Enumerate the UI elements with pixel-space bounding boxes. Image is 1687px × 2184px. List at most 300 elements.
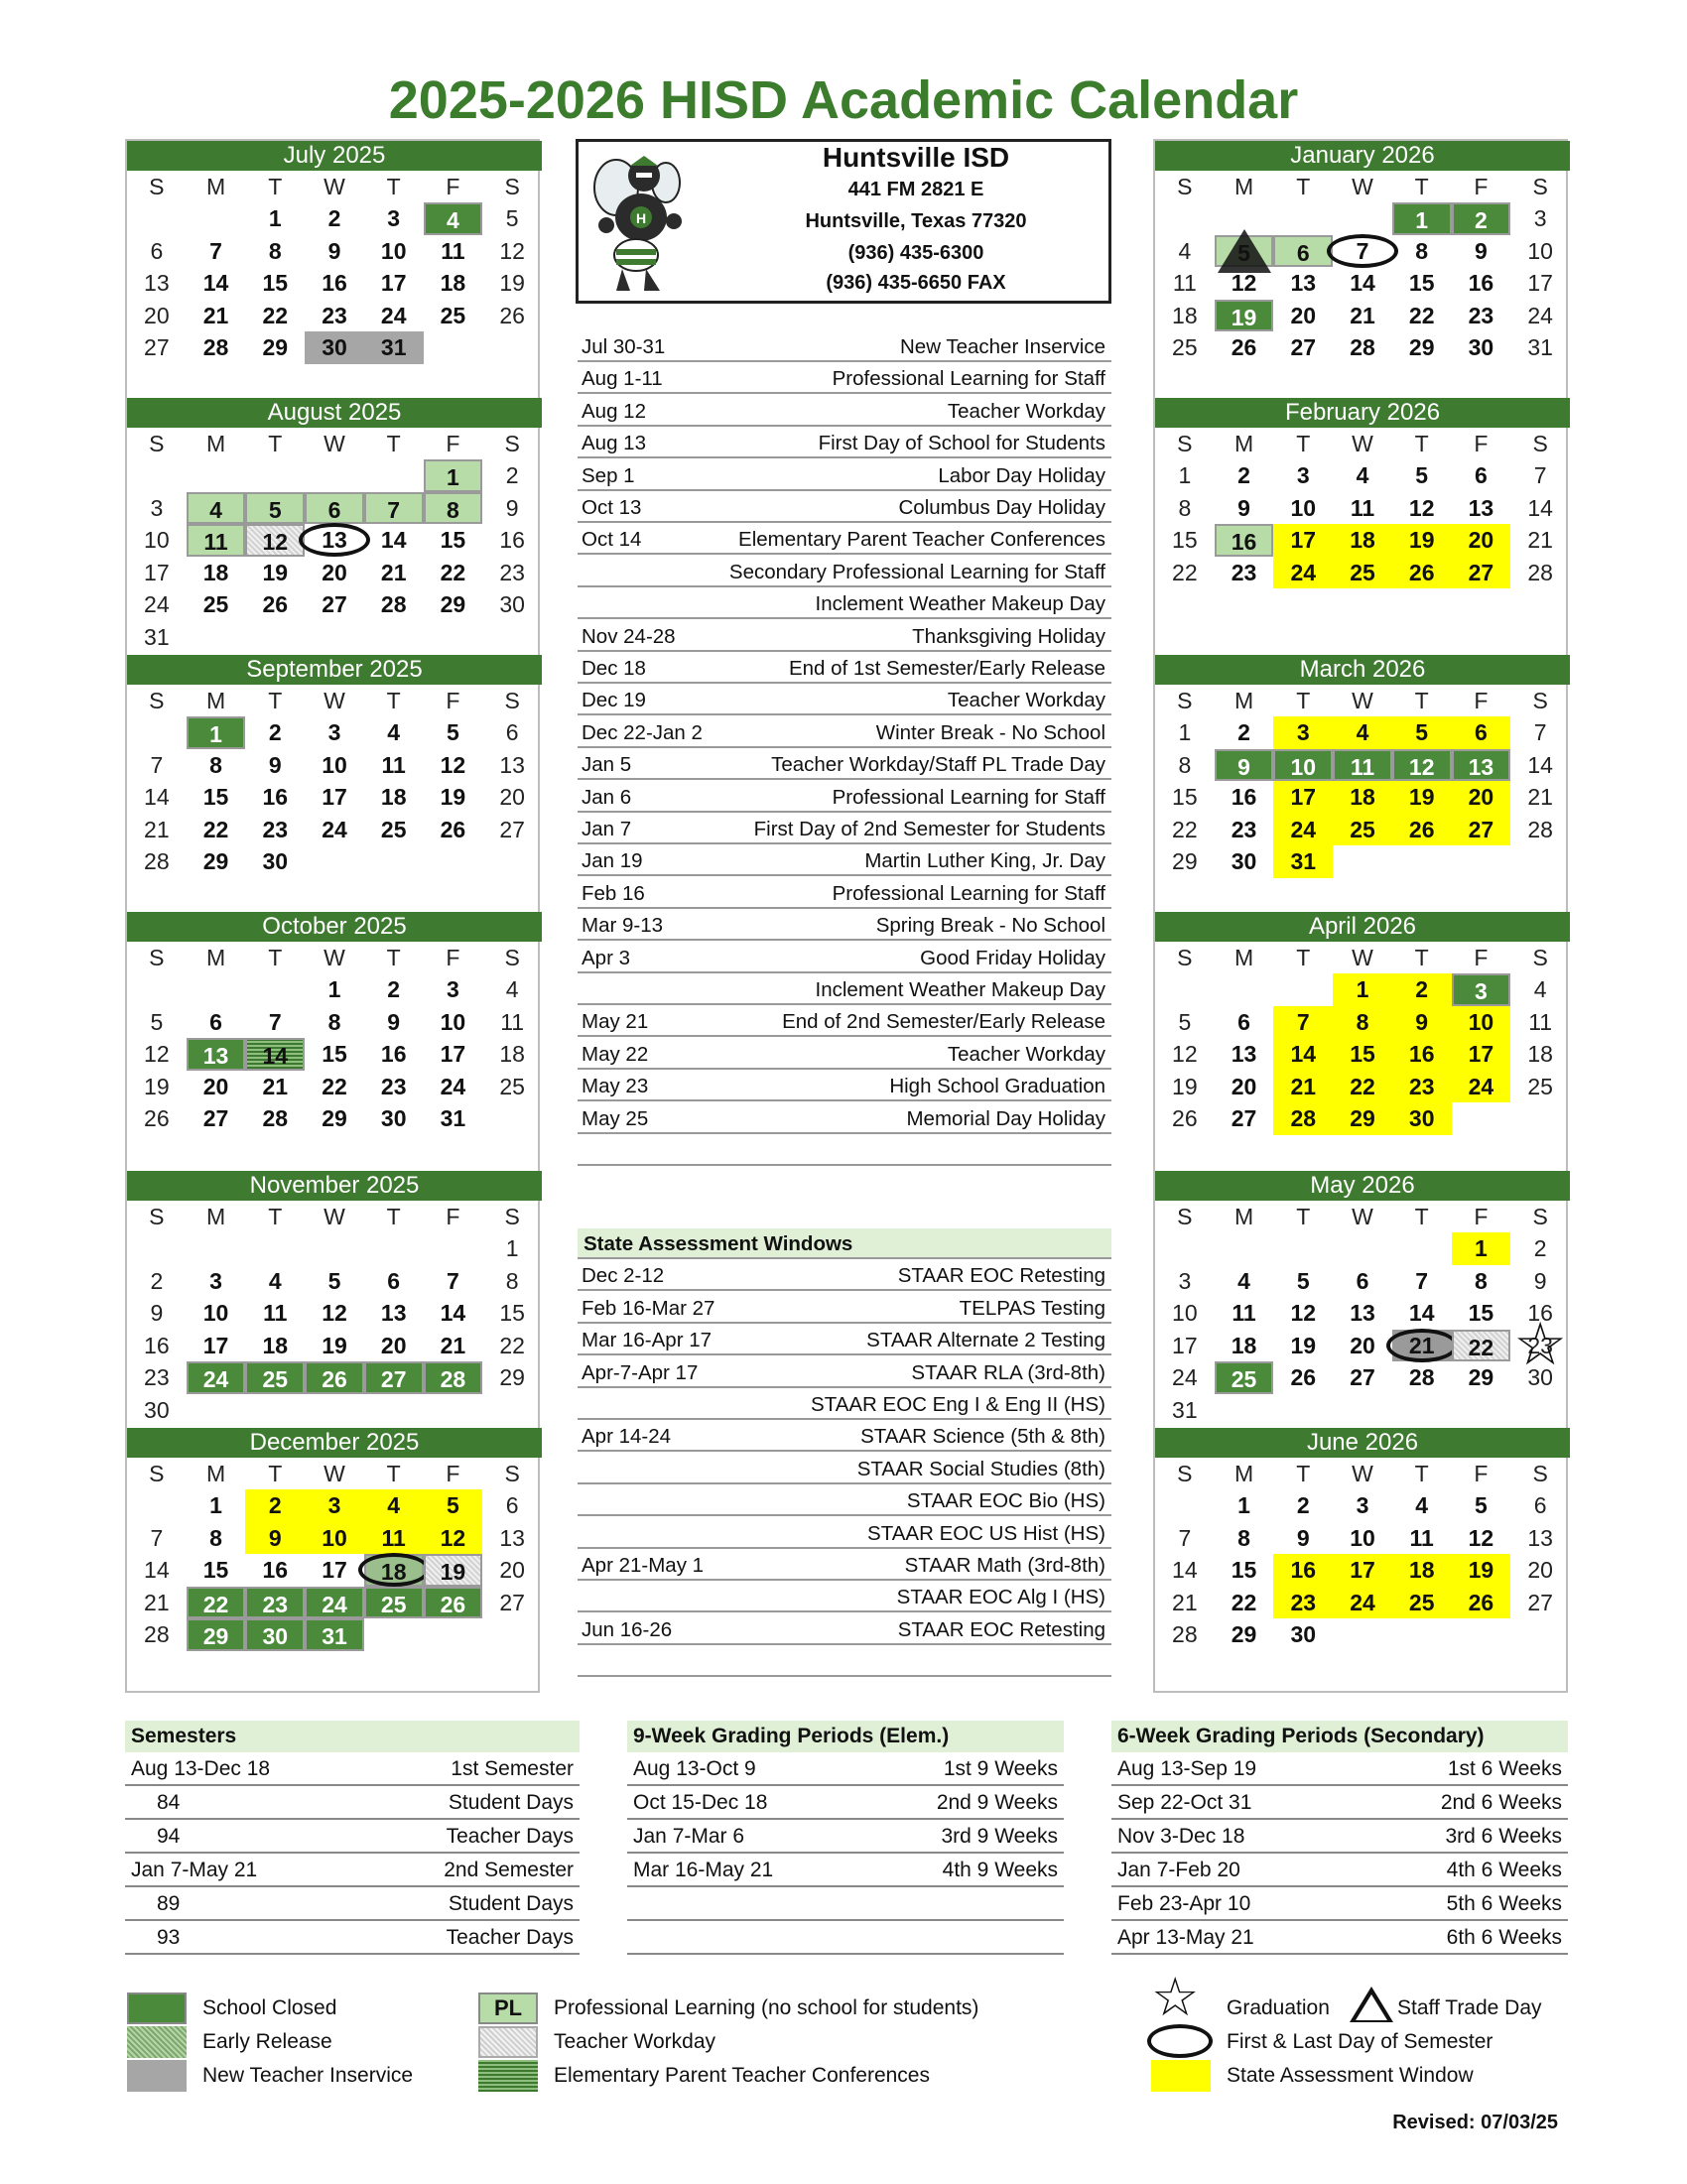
day-number: 6 bbox=[209, 1008, 222, 1035]
day-cell bbox=[305, 1330, 364, 1362]
day-number: 22 bbox=[202, 1591, 229, 1617]
day-number: 28 bbox=[1172, 1621, 1198, 1647]
day-cell bbox=[1155, 235, 1215, 268]
table-row bbox=[1111, 1752, 1568, 1786]
day-cell bbox=[482, 1006, 542, 1039]
day-number: 24 bbox=[322, 1591, 347, 1617]
day-number: 23 bbox=[144, 1364, 170, 1390]
day-cell bbox=[1155, 331, 1215, 364]
day-cell bbox=[424, 1265, 483, 1298]
event-row bbox=[578, 1135, 1111, 1166]
empty-cell bbox=[1155, 973, 1215, 1006]
day-number: 25 bbox=[380, 1591, 407, 1617]
day-cell bbox=[1215, 749, 1274, 782]
table-cell-left: Aug 13-Dec 18 bbox=[131, 1757, 271, 1780]
day-cell bbox=[1452, 1038, 1511, 1071]
month-header: October 2025 bbox=[127, 912, 542, 942]
day-number: 26 bbox=[1408, 816, 1435, 842]
empty-cell bbox=[187, 1232, 246, 1265]
day-cell bbox=[1273, 781, 1333, 814]
day-cell bbox=[482, 814, 542, 846]
day-number: 24 bbox=[322, 816, 347, 842]
day-number: 19 bbox=[1408, 784, 1435, 810]
day-cell bbox=[1510, 1071, 1570, 1103]
day-cell bbox=[1155, 1361, 1215, 1394]
day-number: 18 bbox=[202, 559, 229, 585]
district-phone: (936) 435-6300 bbox=[847, 242, 984, 264]
day-number: 24 bbox=[1468, 1073, 1494, 1099]
day-cell bbox=[1155, 300, 1215, 332]
legend-star-icon: ☆ bbox=[1151, 1968, 1200, 2027]
day-number: 1 bbox=[1415, 207, 1429, 233]
day-number: 20 bbox=[1468, 527, 1494, 553]
day-cell bbox=[1452, 1522, 1511, 1555]
day-cell bbox=[305, 814, 364, 846]
day-number: 15 bbox=[1231, 1557, 1257, 1583]
day-number: 5 bbox=[1415, 719, 1429, 745]
day-cell bbox=[305, 235, 364, 268]
day-number: 23 bbox=[1231, 559, 1257, 585]
day-cell bbox=[482, 1038, 542, 1071]
weekday-header: S bbox=[1177, 1204, 1193, 1229]
day-number: 8 bbox=[268, 237, 282, 264]
day-cell bbox=[1273, 1265, 1333, 1298]
weekday-header: F bbox=[1474, 1461, 1489, 1486]
legend-swatch-new-teacher bbox=[127, 2060, 187, 2092]
weekday-header: S bbox=[149, 1461, 165, 1486]
legend-swatch-ptc bbox=[478, 2060, 538, 2092]
day-cell bbox=[305, 331, 364, 364]
day-number: 5 bbox=[1178, 1008, 1192, 1035]
day-cell bbox=[187, 524, 246, 557]
day-cell bbox=[1510, 1038, 1570, 1071]
day-number: 9 bbox=[327, 237, 341, 264]
day-cell bbox=[1155, 716, 1215, 749]
day-number: 4 bbox=[268, 1267, 282, 1294]
day-number: 20 bbox=[202, 1073, 229, 1099]
day-number: 13 bbox=[1290, 270, 1317, 296]
day-number: 26 bbox=[322, 1366, 347, 1392]
weekday-header: S bbox=[1177, 688, 1193, 713]
day-number: 30 bbox=[1408, 1105, 1435, 1131]
empty-cell bbox=[245, 1232, 305, 1265]
day-cell bbox=[1215, 1618, 1274, 1651]
day-cell bbox=[1452, 267, 1511, 300]
assessment-label: STAAR EOC Retesting bbox=[897, 1617, 1105, 1641]
event-label: New Teacher Inservice bbox=[900, 335, 1105, 358]
day-number: 13 bbox=[1527, 1524, 1553, 1551]
day-cell bbox=[482, 749, 542, 782]
day-number: 12 bbox=[262, 529, 289, 555]
assessment-row bbox=[578, 1293, 1111, 1324]
event-label: Elementary Parent Teacher Conferences bbox=[738, 528, 1105, 552]
day-cell bbox=[1333, 749, 1392, 782]
table-cell-right: 4th 6 Weeks bbox=[1446, 1859, 1562, 1881]
day-cell bbox=[1215, 267, 1274, 300]
day-cell bbox=[424, 1330, 483, 1362]
day-cell bbox=[1273, 1297, 1333, 1330]
day-cell bbox=[482, 492, 542, 525]
day-number: 12 bbox=[440, 751, 466, 778]
day-cell bbox=[305, 973, 364, 1006]
day-number: 30 bbox=[1527, 1364, 1553, 1390]
day-cell bbox=[364, 267, 424, 300]
weekday-header: T bbox=[1296, 1204, 1311, 1229]
day-cell bbox=[305, 202, 364, 235]
day-number: 30 bbox=[262, 848, 289, 874]
day-number: 24 bbox=[202, 1366, 229, 1392]
event-label: Martin Luther King, Jr. Day bbox=[864, 849, 1105, 873]
day-number: 10 bbox=[1290, 494, 1317, 521]
day-cell bbox=[1392, 814, 1452, 846]
day-number: 12 bbox=[1468, 1524, 1494, 1551]
day-number: 5 bbox=[1296, 1267, 1310, 1294]
assessment-row bbox=[578, 1421, 1111, 1452]
day-number: 26 bbox=[440, 1591, 466, 1617]
table-cell-right: 1st Semester bbox=[451, 1757, 574, 1780]
event-date: Nov 24-28 bbox=[582, 624, 676, 648]
day-number: 20 bbox=[380, 1332, 407, 1358]
day-cell bbox=[1452, 1554, 1511, 1587]
day-number: 6 bbox=[1533, 1492, 1547, 1518]
day-cell bbox=[1333, 459, 1392, 492]
day-cell bbox=[424, 588, 483, 621]
day-number: 1 bbox=[447, 464, 459, 490]
day-cell bbox=[424, 781, 483, 814]
day-number: 4 bbox=[387, 719, 401, 745]
day-cell bbox=[1273, 1006, 1333, 1039]
day-cell bbox=[482, 588, 542, 621]
day-number: 2 bbox=[327, 205, 341, 231]
day-number: 20 bbox=[1290, 302, 1317, 328]
empty-cell bbox=[245, 459, 305, 492]
day-cell bbox=[1273, 845, 1333, 878]
day-cell bbox=[1215, 524, 1274, 557]
day-number: 9 bbox=[268, 751, 282, 778]
weekday-header: F bbox=[446, 688, 460, 713]
day-number: 21 bbox=[380, 559, 407, 585]
day-cell bbox=[1452, 973, 1511, 1006]
day-number: 14 bbox=[262, 1043, 289, 1069]
day-cell bbox=[305, 716, 364, 749]
day-number: 1 bbox=[1178, 462, 1192, 488]
month-header: November 2025 bbox=[127, 1171, 542, 1201]
day-cell bbox=[127, 492, 187, 525]
day-cell bbox=[1155, 1330, 1215, 1362]
day-cell bbox=[1155, 1394, 1215, 1427]
day-cell bbox=[364, 588, 424, 621]
empty-cell bbox=[1215, 973, 1274, 1006]
weekday-header: M bbox=[205, 688, 226, 713]
day-number: 27 bbox=[1527, 1589, 1553, 1615]
day-number: 30 bbox=[499, 591, 525, 617]
day-cell bbox=[482, 557, 542, 589]
day-cell bbox=[127, 1361, 187, 1394]
day-number: 23 bbox=[322, 302, 347, 328]
district-fax: (936) 435-6650 FAX bbox=[826, 272, 1006, 294]
day-cell bbox=[1215, 1330, 1274, 1362]
day-number: 1 bbox=[1237, 1492, 1250, 1518]
day-cell bbox=[245, 1071, 305, 1103]
day-cell bbox=[1392, 300, 1452, 332]
assessment-row bbox=[578, 1260, 1111, 1291]
day-cell bbox=[187, 1489, 246, 1522]
day-cell bbox=[1215, 1071, 1274, 1103]
day-cell bbox=[424, 1102, 483, 1135]
day-cell bbox=[364, 814, 424, 846]
empty-cell bbox=[1333, 1232, 1392, 1265]
empty-cell bbox=[127, 973, 187, 1006]
day-number: 28 bbox=[202, 334, 229, 360]
weekday-header: S bbox=[149, 688, 165, 713]
day-number: 17 bbox=[202, 1332, 229, 1358]
event-row bbox=[578, 460, 1111, 491]
day-number: 7 bbox=[447, 1267, 459, 1294]
day-number: 16 bbox=[144, 1332, 170, 1358]
day-number: 21 bbox=[1290, 1073, 1317, 1099]
weekday-header: T bbox=[386, 945, 401, 970]
month-grid bbox=[127, 1201, 542, 1426]
day-number: 13 bbox=[1350, 1300, 1375, 1326]
table-heading: 6-Week Grading Periods (Secondary) bbox=[1111, 1721, 1568, 1752]
event-date: Apr 3 bbox=[582, 946, 630, 969]
day-number: 15 bbox=[1408, 270, 1435, 296]
month-april-2026 bbox=[1155, 912, 1570, 1135]
day-number: 14 bbox=[440, 1300, 466, 1326]
day-number: 4 bbox=[505, 976, 519, 1002]
weekday-header: F bbox=[446, 431, 460, 456]
day-number: 24 bbox=[1527, 302, 1553, 328]
weekday-header: S bbox=[1532, 174, 1548, 199]
day-cell bbox=[305, 557, 364, 589]
day-number: 18 bbox=[380, 784, 407, 810]
day-cell bbox=[127, 1554, 187, 1587]
weekday-header: M bbox=[1233, 1461, 1254, 1486]
event-label: First Day of School for Students bbox=[818, 432, 1105, 455]
day-number: 23 bbox=[1290, 1589, 1317, 1615]
day-cell bbox=[1333, 1587, 1392, 1619]
weekday-header: W bbox=[1352, 1204, 1373, 1229]
day-number: 16 bbox=[322, 270, 347, 296]
day-number: 18 bbox=[1408, 1557, 1435, 1583]
day-cell bbox=[1215, 331, 1274, 364]
empty-cell bbox=[364, 459, 424, 492]
day-number: 2 bbox=[1475, 207, 1488, 233]
day-cell bbox=[1333, 524, 1392, 557]
day-number: 14 bbox=[202, 270, 229, 296]
event-label: Inclement Weather Makeup Day bbox=[815, 978, 1105, 1001]
day-cell bbox=[187, 300, 246, 332]
day-number: 13 bbox=[499, 751, 525, 778]
day-cell bbox=[187, 1330, 246, 1362]
legend-school-closed: School Closed bbox=[202, 1996, 337, 2019]
event-row bbox=[578, 1006, 1111, 1037]
day-cell bbox=[1155, 1522, 1215, 1555]
day-cell bbox=[1333, 331, 1392, 364]
day-cell bbox=[127, 1394, 187, 1427]
day-number: 21 bbox=[262, 1073, 289, 1099]
day-number: 28 bbox=[1350, 334, 1375, 360]
day-cell bbox=[245, 1554, 305, 1587]
day-cell bbox=[245, 781, 305, 814]
event-row bbox=[578, 1103, 1111, 1134]
day-number: 10 bbox=[380, 237, 407, 264]
event-date: May 21 bbox=[582, 1010, 649, 1034]
weekday-header: S bbox=[1532, 688, 1548, 713]
day-cell bbox=[305, 1102, 364, 1135]
day-number: 21 bbox=[1527, 784, 1553, 810]
weekday-header: F bbox=[1474, 688, 1489, 713]
day-cell bbox=[1273, 1489, 1333, 1522]
day-cell bbox=[1392, 235, 1452, 268]
event-date: May 23 bbox=[582, 1075, 649, 1098]
table-cell-left: Jan 7-Mar 6 bbox=[633, 1825, 745, 1848]
district-name: Huntsville ISD bbox=[822, 142, 1010, 173]
day-cell bbox=[245, 1587, 305, 1619]
day-cell bbox=[1392, 459, 1452, 492]
event-row bbox=[578, 910, 1111, 941]
day-cell bbox=[187, 331, 246, 364]
day-cell bbox=[1452, 749, 1511, 782]
empty-cell bbox=[127, 202, 187, 235]
day-cell bbox=[245, 814, 305, 846]
assessment-label: STAAR EOC Retesting bbox=[897, 1264, 1105, 1288]
day-number: 22 bbox=[440, 559, 466, 585]
day-number: 1 bbox=[327, 976, 341, 1002]
weekday-header: W bbox=[1352, 431, 1373, 456]
day-number: 26 bbox=[1468, 1589, 1494, 1615]
day-number: 14 bbox=[1527, 751, 1553, 778]
day-number: 14 bbox=[380, 527, 407, 553]
day-cell bbox=[1155, 1265, 1215, 1298]
weekday-header: S bbox=[1177, 174, 1193, 199]
weekday-header: S bbox=[1532, 945, 1548, 970]
day-number: 8 bbox=[1415, 237, 1429, 264]
day-cell bbox=[187, 845, 246, 878]
day-number: 9 bbox=[1475, 237, 1488, 264]
weekday-header: F bbox=[1474, 1204, 1489, 1229]
weekday-header: M bbox=[205, 431, 226, 456]
day-number: 25 bbox=[262, 1366, 289, 1392]
day-number: 22 bbox=[202, 816, 229, 842]
day-cell bbox=[1215, 459, 1274, 492]
day-cell bbox=[1155, 781, 1215, 814]
weekday-header: S bbox=[149, 431, 165, 456]
day-cell bbox=[1333, 814, 1392, 846]
day-number: 3 bbox=[1475, 978, 1488, 1004]
empty-cell bbox=[305, 459, 364, 492]
day-number: 6 bbox=[1296, 239, 1310, 266]
event-label: Spring Break - No School bbox=[875, 914, 1105, 938]
day-cell bbox=[1392, 749, 1452, 782]
day-number: 18 bbox=[1231, 1332, 1257, 1358]
month-header: September 2025 bbox=[127, 655, 542, 685]
weekday-header: S bbox=[1177, 431, 1193, 456]
day-number: 6 bbox=[1475, 719, 1488, 745]
day-number: 23 bbox=[1468, 302, 1494, 328]
weekday-header: M bbox=[205, 1461, 226, 1486]
day-cell bbox=[482, 716, 542, 749]
day-number: 4 bbox=[209, 496, 222, 523]
assessment-date: Jun 16-26 bbox=[582, 1617, 673, 1641]
day-number: 2 bbox=[387, 976, 401, 1002]
day-number: 23 bbox=[499, 559, 525, 585]
day-number: 26 bbox=[1290, 1364, 1317, 1390]
day-number: 19 bbox=[440, 784, 466, 810]
legend-teacher-workday: Teacher Workday bbox=[554, 2030, 716, 2053]
day-cell bbox=[1510, 1489, 1570, 1522]
day-number: 17 bbox=[144, 559, 170, 585]
day-number: 15 bbox=[202, 1557, 229, 1583]
table-row bbox=[125, 1921, 580, 1955]
day-cell bbox=[1273, 300, 1333, 332]
table-cell-right: Student Days bbox=[448, 1892, 574, 1915]
table-cell-left: Apr 13-May 21 bbox=[1117, 1926, 1254, 1949]
legend-swatch-pl bbox=[478, 1992, 538, 2024]
day-number: 22 bbox=[1231, 1589, 1257, 1615]
day-number: 14 bbox=[144, 784, 170, 810]
assessment-row bbox=[578, 1646, 1111, 1677]
day-cell bbox=[1333, 1071, 1392, 1103]
day-cell bbox=[1392, 557, 1452, 589]
day-number: 15 bbox=[499, 1300, 525, 1326]
day-number: 30 bbox=[262, 1623, 289, 1649]
day-number: 18 bbox=[499, 1041, 525, 1067]
day-cell bbox=[305, 1587, 364, 1619]
event-date: Sep 1 bbox=[582, 463, 635, 487]
day-number: 8 bbox=[1178, 751, 1192, 778]
assessment-date: Apr 21-May 1 bbox=[582, 1554, 705, 1577]
day-cell bbox=[1215, 1489, 1274, 1522]
event-date: Jan 5 bbox=[582, 753, 632, 777]
day-number: 24 bbox=[380, 302, 407, 328]
day-cell bbox=[364, 1006, 424, 1039]
legend-ring-icon bbox=[1147, 2024, 1213, 2058]
day-cell bbox=[1510, 814, 1570, 846]
day-cell bbox=[245, 1297, 305, 1330]
day-number: 11 bbox=[1232, 1300, 1256, 1326]
month-may-2026 bbox=[1155, 1171, 1570, 1426]
day-cell bbox=[1333, 716, 1392, 749]
day-number: 25 bbox=[1172, 334, 1198, 360]
table-row bbox=[1111, 1820, 1568, 1854]
day-cell bbox=[364, 524, 424, 557]
weekday-header: T bbox=[386, 1204, 401, 1229]
day-number: 27 bbox=[1468, 816, 1494, 842]
day-cell bbox=[1452, 1071, 1511, 1103]
day-cell bbox=[1452, 235, 1511, 268]
day-number: 5 bbox=[268, 496, 282, 523]
day-cell bbox=[1273, 749, 1333, 782]
day-number: 4 bbox=[1356, 719, 1369, 745]
weekday-header: W bbox=[324, 945, 345, 970]
district-address-line2: Huntsville, Texas 77320 bbox=[805, 210, 1027, 232]
day-cell bbox=[1452, 300, 1511, 332]
day-number: 18 bbox=[1350, 527, 1375, 553]
table-cell-left: Sep 22-Oct 31 bbox=[1117, 1791, 1252, 1814]
day-cell bbox=[1333, 1006, 1392, 1039]
day-cell bbox=[1452, 202, 1511, 235]
assessment-row bbox=[578, 1582, 1111, 1612]
assessment-label: STAAR EOC US Hist (HS) bbox=[867, 1521, 1105, 1545]
assessment-heading: State Assessment Windows bbox=[584, 1232, 853, 1255]
weekday-header: T bbox=[1414, 1461, 1429, 1486]
day-number: 11 bbox=[381, 1524, 406, 1551]
table-cell-right: 3rd 9 Weeks bbox=[941, 1825, 1058, 1848]
day-number: 9 bbox=[1237, 753, 1250, 780]
day-number: 2 bbox=[268, 719, 282, 745]
assessment-label: STAAR Social Studies (8th) bbox=[856, 1457, 1105, 1480]
